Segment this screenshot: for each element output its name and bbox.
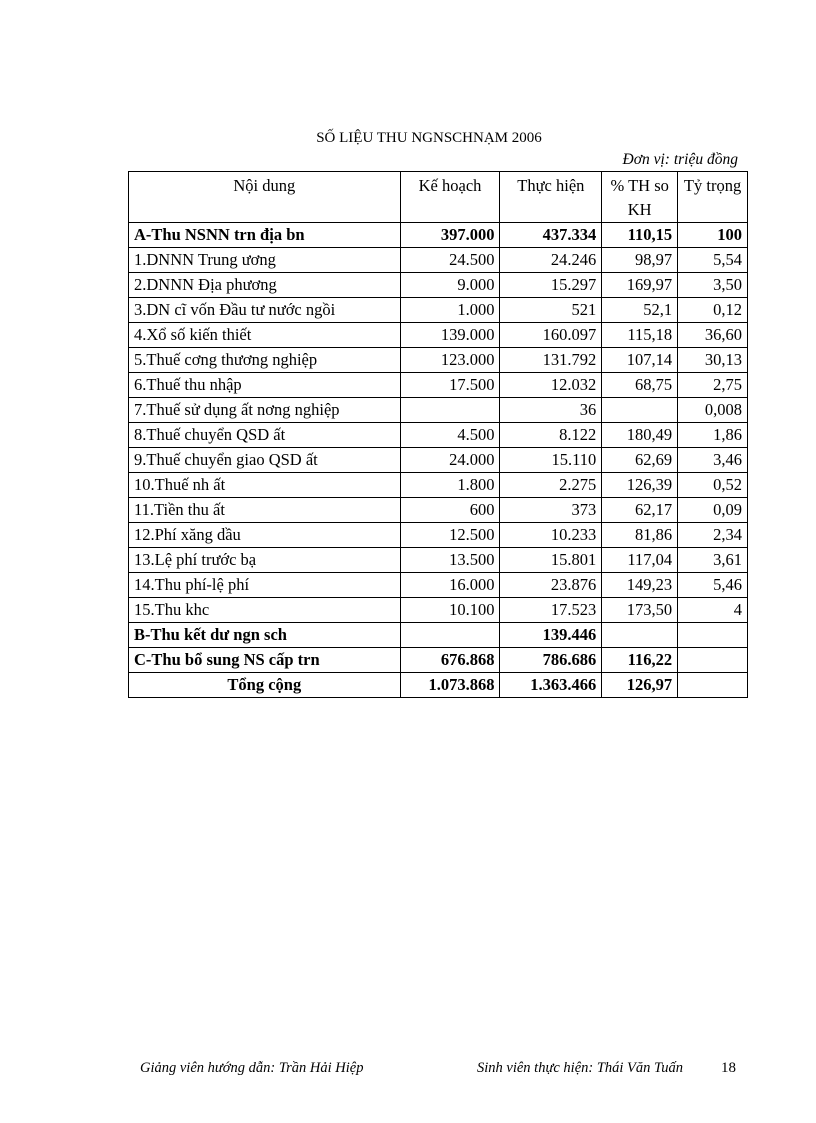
table-row: [129, 298, 748, 323]
plan-cell: [400, 398, 500, 423]
pct-cell: 107,14: [602, 348, 678, 373]
plan-cell: 17.500: [400, 373, 500, 398]
share-cell: 3,61: [678, 548, 748, 573]
actual-cell: 2.275: [500, 473, 602, 498]
plan-cell: 12.500: [400, 523, 500, 548]
actual-cell: 15.297: [500, 273, 602, 298]
header-share: Tỷ trọng: [678, 172, 748, 223]
share-cell: 0,008: [678, 398, 748, 423]
actual-cell: 1.363.466: [500, 673, 602, 698]
header-actual: Thực hiện: [500, 172, 602, 223]
table-row: [129, 273, 748, 298]
share-cell: [678, 673, 748, 698]
pct-cell: 116,22: [602, 648, 678, 673]
actual-cell: 160.097: [500, 323, 602, 348]
share-cell: 30,13: [678, 348, 748, 373]
row-label: 8.Thuế chuyển QSD ất: [129, 423, 401, 448]
actual-cell: 24.246: [500, 248, 602, 273]
student-credit: Sinh viên thực hiện: Thái Văn Tuấn: [477, 1060, 684, 1076]
pct-cell: 110,15: [602, 223, 678, 248]
row-label: 15.Thu khc: [129, 598, 401, 623]
row-label: 6.Thuế thu nhập: [129, 373, 401, 398]
plan-cell: 13.500: [400, 548, 500, 573]
table-row: [129, 548, 748, 573]
plan-cell: [400, 623, 500, 648]
share-cell: 1,86: [678, 423, 748, 448]
unit-note: Đơn vị: triệu đồng: [622, 151, 738, 168]
actual-cell: 373: [500, 498, 602, 523]
table-row: [129, 498, 748, 523]
row-label: 5.Thuế cơng thương nghiệp: [129, 348, 401, 373]
table-row: [129, 348, 748, 373]
pct-cell: 180,49: [602, 423, 678, 448]
pct-cell: [602, 623, 678, 648]
plan-cell: 676.868: [400, 648, 500, 673]
actual-cell: 15.801: [500, 548, 602, 573]
row-label: C-Thu bổ sung NS cấp trn: [129, 648, 401, 673]
header-pct: % TH so KH: [602, 172, 678, 223]
plan-cell: 1.800: [400, 473, 500, 498]
table-row: [129, 648, 748, 673]
table-row: [129, 223, 748, 248]
actual-cell: 23.876: [500, 573, 602, 598]
table-row: [129, 373, 748, 398]
pct-cell: 98,97: [602, 248, 678, 273]
plan-cell: 1.000: [400, 298, 500, 323]
table-row: [129, 323, 748, 348]
pct-cell: 62,17: [602, 498, 678, 523]
share-cell: [678, 623, 748, 648]
table-row: [129, 248, 748, 273]
row-label: 14.Thu phí-lệ phí: [129, 573, 401, 598]
plan-cell: 24.000: [400, 448, 500, 473]
row-label: B-Thu kết dư ngn sch: [129, 623, 401, 648]
pct-cell: 68,75: [602, 373, 678, 398]
share-cell: 4: [678, 598, 748, 623]
plan-cell: 1.073.868: [400, 673, 500, 698]
pct-cell: 126,97: [602, 673, 678, 698]
actual-cell: 10.233: [500, 523, 602, 548]
actual-cell: 12.032: [500, 373, 602, 398]
pct-cell: 62,69: [602, 448, 678, 473]
plan-cell: 4.500: [400, 423, 500, 448]
table-row: [129, 623, 748, 648]
pct-cell: 117,04: [602, 548, 678, 573]
table-row: [129, 423, 748, 448]
plan-cell: 397.000: [400, 223, 500, 248]
row-label: 4.Xổ số kiến thiết: [129, 323, 401, 348]
pct-cell: [602, 398, 678, 423]
share-cell: 36,60: [678, 323, 748, 348]
table-row: [129, 673, 748, 698]
actual-cell: 8.122: [500, 423, 602, 448]
actual-cell: 437.334: [500, 223, 602, 248]
actual-cell: 17.523: [500, 598, 602, 623]
pct-cell: 149,23: [602, 573, 678, 598]
table-row: [129, 523, 748, 548]
header-content: Nội dung: [129, 172, 401, 223]
pct-cell: 115,18: [602, 323, 678, 348]
table-row: [129, 598, 748, 623]
table-row: [129, 448, 748, 473]
pct-cell: 81,86: [602, 523, 678, 548]
plan-cell: 123.000: [400, 348, 500, 373]
row-label: 10.Thuế nh ất: [129, 473, 401, 498]
share-cell: 5,46: [678, 573, 748, 598]
row-label: 2.DNNN Địa phương: [129, 273, 401, 298]
table-header-row: [129, 172, 748, 223]
share-cell: 100: [678, 223, 748, 248]
pct-cell: 126,39: [602, 473, 678, 498]
row-label: Tổng cộng: [129, 673, 401, 698]
share-cell: 0,12: [678, 298, 748, 323]
pct-cell: 52,1: [602, 298, 678, 323]
share-cell: 5,54: [678, 248, 748, 273]
row-label: A-Thu NSNN trn địa bn: [129, 223, 401, 248]
plan-cell: 24.500: [400, 248, 500, 273]
share-cell: [678, 648, 748, 673]
share-cell: 2,34: [678, 523, 748, 548]
row-label: 12.Phí xăng dầu: [129, 523, 401, 548]
pct-cell: 169,97: [602, 273, 678, 298]
table-body: [129, 223, 748, 698]
row-label: 3.DN cĩ vốn Đầu tư nước ngồi: [129, 298, 401, 323]
row-label: 9.Thuế chuyển giao QSD ất: [129, 448, 401, 473]
plan-cell: 139.000: [400, 323, 500, 348]
share-cell: 0,09: [678, 498, 748, 523]
actual-cell: 521: [500, 298, 602, 323]
share-cell: 0,52: [678, 473, 748, 498]
actual-cell: 15.110: [500, 448, 602, 473]
plan-cell: 16.000: [400, 573, 500, 598]
row-label: 1.DNNN Trung ương: [129, 248, 401, 273]
actual-cell: 139.446: [500, 623, 602, 648]
page-title: SỐ LIỆU THU NGNSCHNẠM 2006: [316, 130, 542, 146]
plan-cell: 9.000: [400, 273, 500, 298]
instructor-credit: Giảng viên hướng dẫn: Trần Hải Hiệp: [140, 1060, 364, 1076]
actual-cell: 131.792: [500, 348, 602, 373]
revenue-table: [128, 171, 748, 698]
row-label: 7.Thuế sử dụng ất nơng nghiệp: [129, 398, 401, 423]
table-row: [129, 573, 748, 598]
share-cell: 2,75: [678, 373, 748, 398]
page-number: 18: [721, 1060, 736, 1076]
actual-cell: 36: [500, 398, 602, 423]
row-label: 11.Tiền thu ất: [129, 498, 401, 523]
row-label: 13.Lệ phí trước bạ: [129, 548, 401, 573]
plan-cell: 10.100: [400, 598, 500, 623]
share-cell: 3,46: [678, 448, 748, 473]
share-cell: 3,50: [678, 273, 748, 298]
table-row: [129, 473, 748, 498]
table-row: [129, 398, 748, 423]
plan-cell: 600: [400, 498, 500, 523]
pct-cell: 173,50: [602, 598, 678, 623]
header-plan: Kế hoạch: [400, 172, 500, 223]
actual-cell: 786.686: [500, 648, 602, 673]
